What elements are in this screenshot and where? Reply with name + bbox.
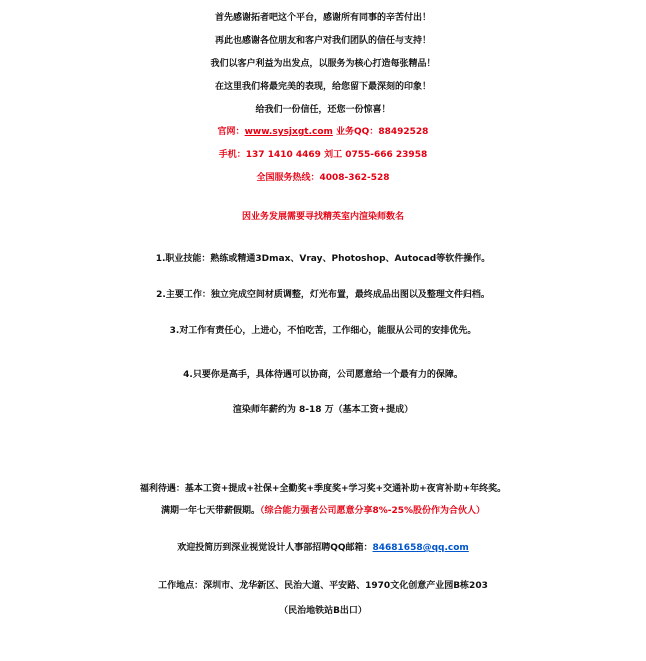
benefits-line-2 (0, 503, 646, 516)
website-qq-line (0, 124, 646, 137)
requirement-4: 4.只要你是高手，具体待遇可以协商，公司愿意给一个最有力的保障。 (183, 370, 463, 380)
apply-text: 欢迎投简历到深业视觉设计人事部招聘QQ邮箱： (177, 543, 373, 553)
hotline-line: 全国服务热线：4008-362-528 (256, 173, 390, 183)
email-link[interactable]: 84681658@qq.com (372, 543, 469, 553)
intro-line-4: 在这里我们将最完美的表现，给您留下最深刻的印象！ (214, 82, 431, 92)
work-location: 工作地点：深圳市、龙华新区、民治大道、平安路、1970文化创意产业园B栋203 (158, 581, 488, 591)
salary-line: 渲染师年薪约为 8-18 万（基本工资+提成） (232, 405, 414, 415)
intro-line-1: 首先感谢拓者吧这个平台，感谢所有同事的辛苦付出！ (214, 13, 431, 23)
metro-exit: （民治地铁站B出口） (279, 606, 367, 616)
requirement-2: 2.主要工作：独立完成空间材质调整，灯光布置，最终成品出图以及整理文件归档。 (156, 290, 490, 300)
requirement-1: 1.职业技能：熟练或精通3Dmax、Vray、Photoshop、Autocad等软件操作。 (155, 254, 491, 264)
phone-line: 手机：137 1410 4469 刘工 0755-666 23958 (218, 150, 428, 160)
website-link[interactable]: www.sysjxgt.com (244, 127, 333, 137)
benefits-line-1: 福利待遇：基本工资+提成+社保+全勤奖+季度奖+学习奖+交通补助+夜宵补助+年终奖。 (139, 484, 507, 494)
apply-line (0, 540, 646, 553)
partner-share-text: （综合能力强者公司愿意分享8%-25%股份作为合伙人） (259, 506, 486, 516)
intro-line-2: 再此也感谢各位朋友和客户对我们团队的信任与支持！ (214, 36, 431, 46)
website-label: 官网： (217, 127, 245, 137)
intro-line-3: 我们以客户利益为出发点，以服务为核心打造每张精品！ (210, 59, 436, 69)
intro-line-5: 给我们一份信任，还您一份惊喜！ (255, 105, 391, 115)
paid-leave-text: 满期一年七天带薪假期。 (160, 506, 260, 516)
business-qq: 业务QQ：88492528 (332, 127, 429, 137)
requirement-3: 3.对工作有责任心，上进心，不怕吃苦，工作细心，能服从公司的安排优先。 (169, 326, 477, 336)
recruit-headline: 因业务发展需要寻找精英室内渲染师数名 (241, 212, 404, 222)
